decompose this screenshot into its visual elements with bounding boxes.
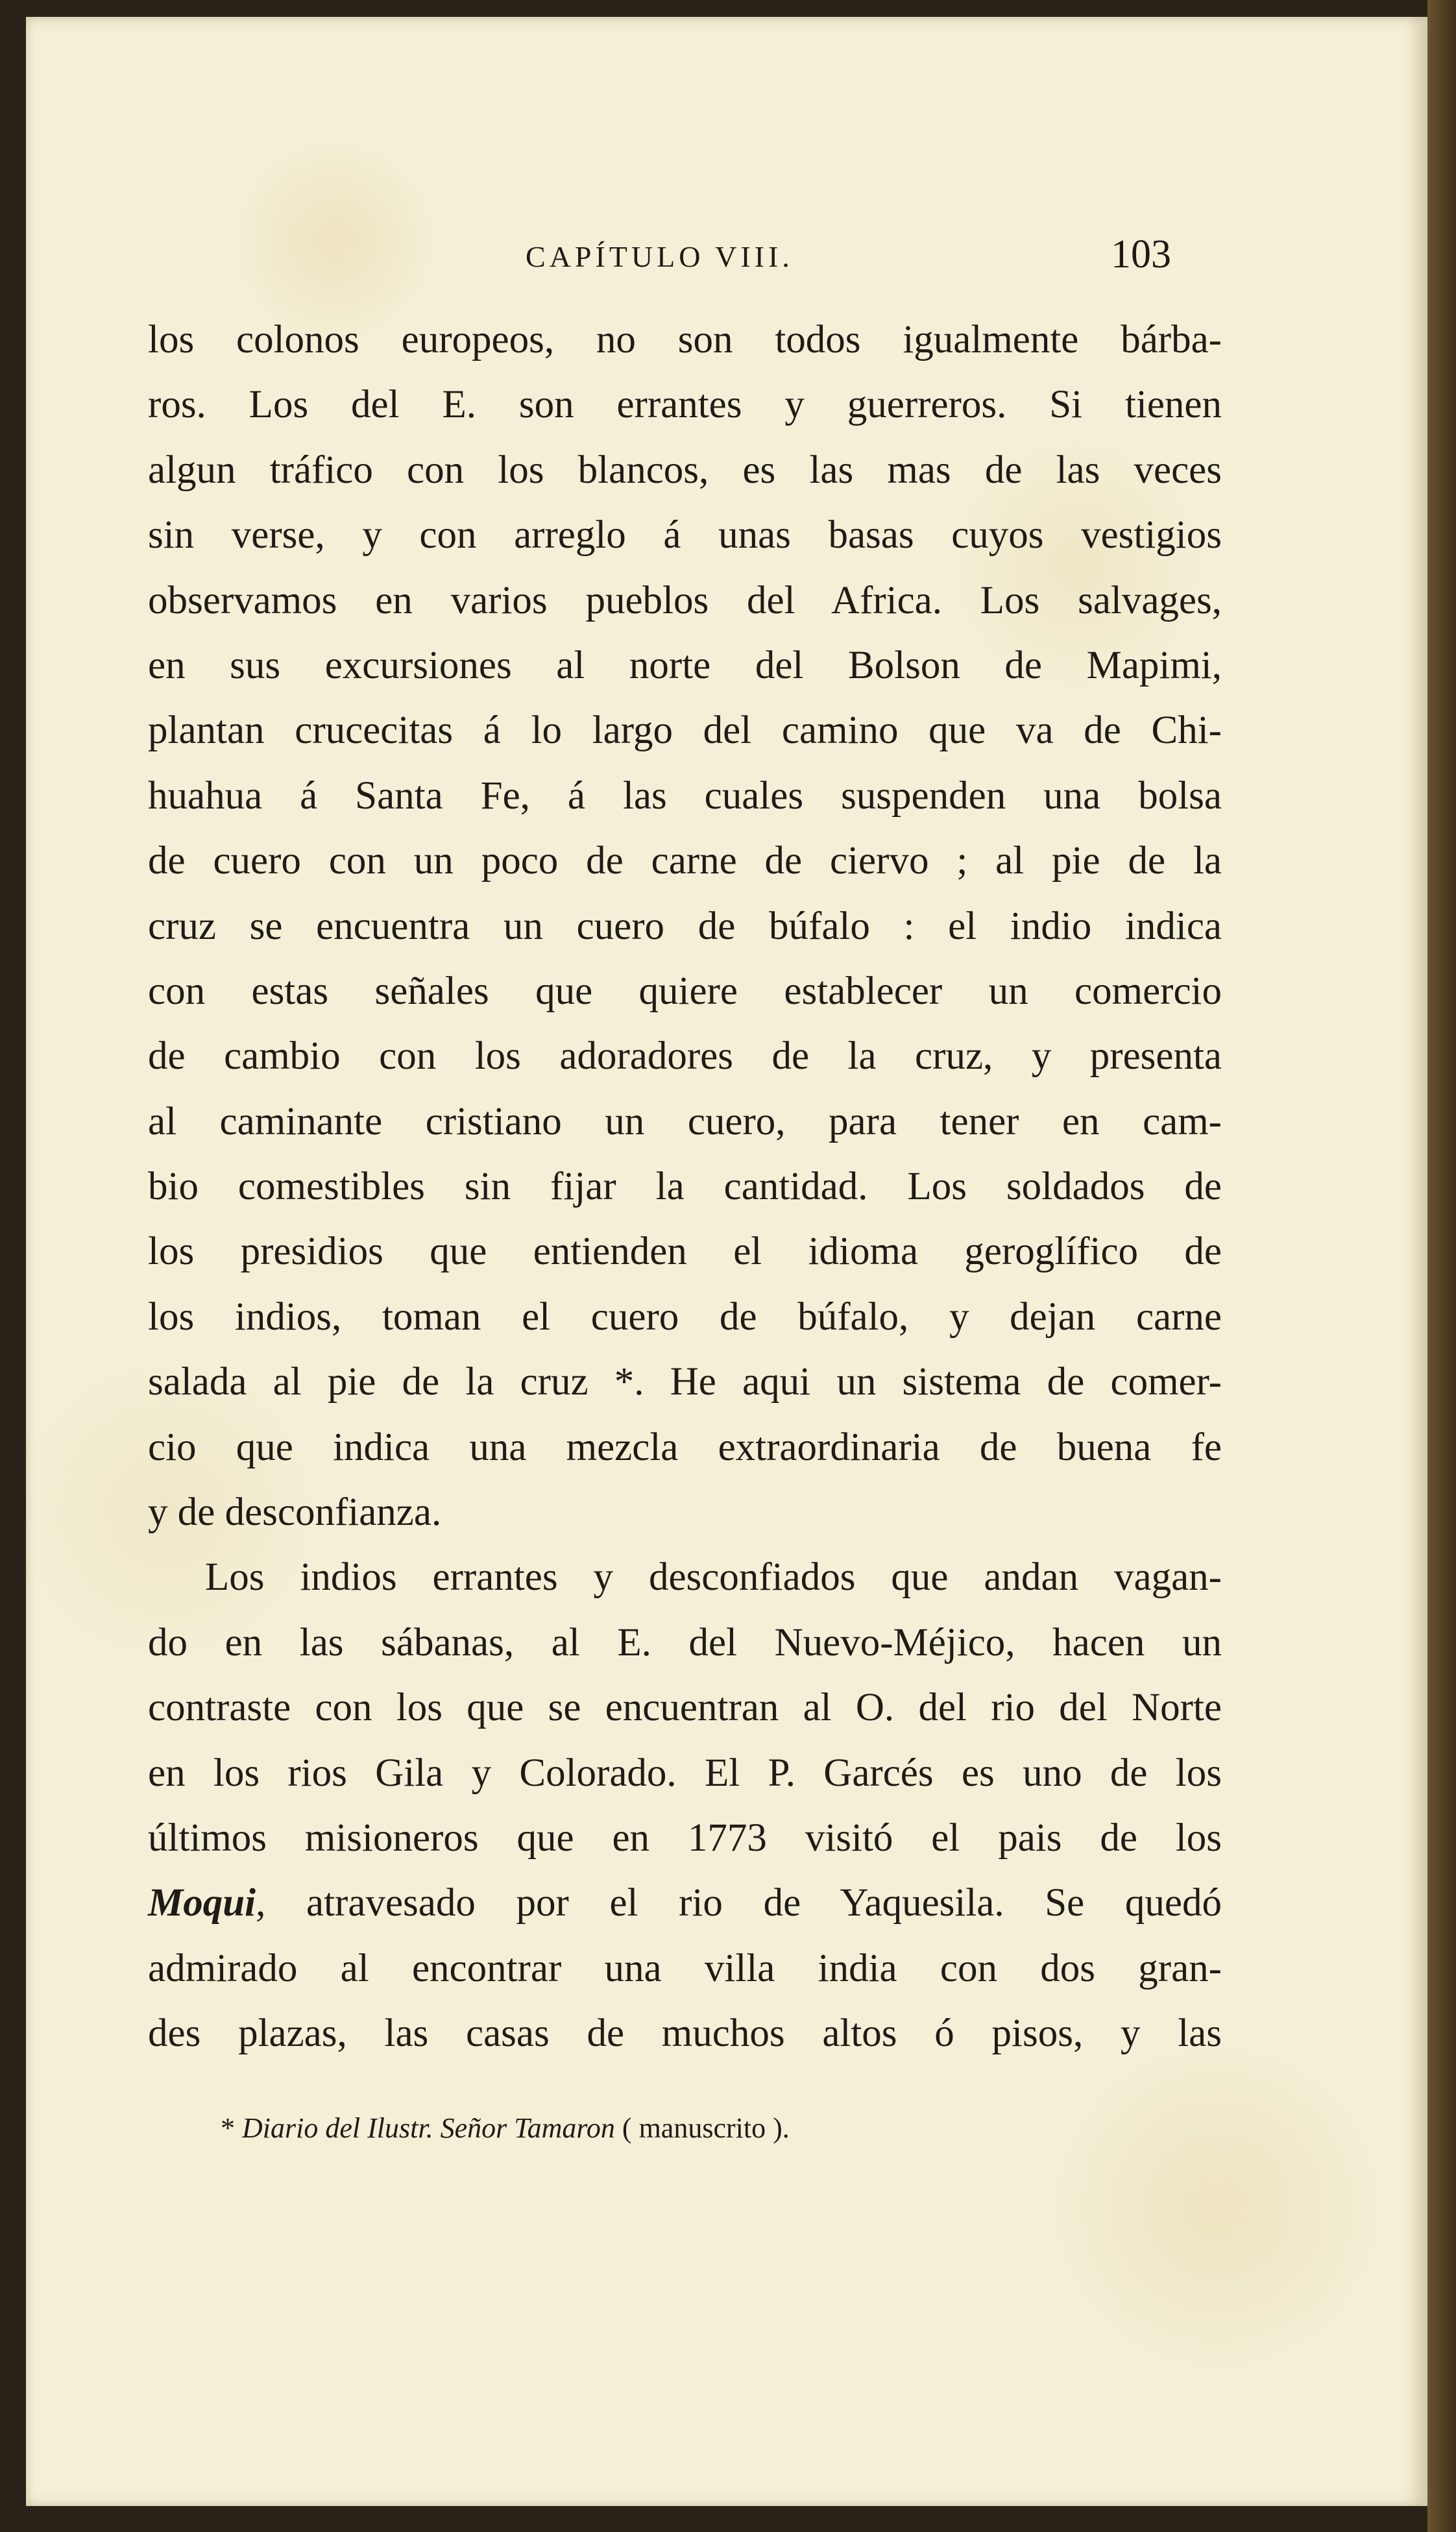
text-line-rest: , atravesado por el rio de Yaquesila. Se quedó bbox=[256, 1881, 1222, 1925]
text-line: salada al pie de la cruz *. He aqui un sistema de comer- bbox=[148, 1360, 1222, 1404]
text-line: los colonos europeos, no son todos igualmente bárba- bbox=[148, 318, 1222, 361]
text-line: des plazas, las casas de muchos altos ó pisos, y las bbox=[148, 2012, 1222, 2056]
text-line: últimos misioneros que en 1773 visitó el pais de los bbox=[148, 1816, 1222, 1860]
text-line: en los rios Gila y Colorado. El P. Garcés es uno de los bbox=[148, 1751, 1222, 1795]
text-line: admirado al encontrar una villa india con dos gran- bbox=[148, 1946, 1222, 1990]
text-line: huahua á Santa Fe, á las cuales suspenden una bolsa bbox=[148, 773, 1222, 818]
italic-word-moqui: Moqui bbox=[148, 1881, 256, 1925]
text-line: en sus excursiones al norte del Bolson de Mapimi, bbox=[148, 643, 1222, 687]
text-line: cruz se encuentra un cuero de búfalo : el indio indica bbox=[148, 904, 1222, 948]
text-line: algun tráfico con los blancos, es las mas de las veces bbox=[148, 448, 1222, 492]
text-line: bio comestibles sin fijar la cantidad. Los soldados de bbox=[148, 1165, 1222, 1209]
book-page bbox=[26, 17, 1427, 2506]
text-line: de cambio con los adoradores de la cruz, y presenta bbox=[148, 1034, 1222, 1078]
text-line: cio que indica una mezcla extraordinaria de buena fe bbox=[148, 1425, 1222, 1469]
book-edge bbox=[1427, 0, 1456, 2532]
running-title: CAPÍTULO VIII. bbox=[526, 240, 794, 273]
footnote bbox=[221, 2112, 790, 2145]
page-number: 103 bbox=[1111, 232, 1171, 276]
text-line: de cuero con un poco de carne de ciervo ; al pie de la bbox=[148, 839, 1222, 883]
text-line: ros. Los del E. son errantes y guerreros. Si tienen bbox=[148, 383, 1222, 427]
text-line: al caminante cristiano un cuero, para tener en cam- bbox=[148, 1099, 1222, 1143]
footnote-marker: * bbox=[221, 2112, 235, 2144]
text-line: plantan crucecitas á lo largo del camino que va de Chi- bbox=[148, 709, 1222, 753]
footnote-note: ( manuscrito ). bbox=[622, 2112, 790, 2144]
text-line: con estas señales que quiere establecer un comercio bbox=[148, 969, 1222, 1013]
text-line: contraste con los que se encuentran al O. del rio del Norte bbox=[148, 1686, 1222, 1730]
text-line: y de desconfianza. bbox=[148, 1491, 442, 1535]
running-head bbox=[26, 228, 1427, 286]
text-line: Los indios errantes y desconfiados que andan vagan- bbox=[205, 1555, 1222, 1600]
body-text bbox=[148, 308, 1222, 2067]
text-line-with-italic bbox=[148, 1871, 1222, 1936]
text-line: sin verse, y con arreglo á unas basas cuyos vestigios bbox=[148, 513, 1222, 557]
footnote-source: Diario del Ilustr. Señor Tamaron bbox=[242, 2112, 615, 2144]
text-line: do en las sábanas, al E. del Nuevo-Méjico, hacen un bbox=[148, 1620, 1222, 1664]
text-line: observamos en varios pueblos del Africa. Los salvages, bbox=[148, 578, 1222, 622]
text-line: los presidios que entienden el idioma geroglífico de bbox=[148, 1230, 1222, 1274]
text-line: los indios, toman el cuero de búfalo, y dejan carne bbox=[148, 1295, 1222, 1339]
